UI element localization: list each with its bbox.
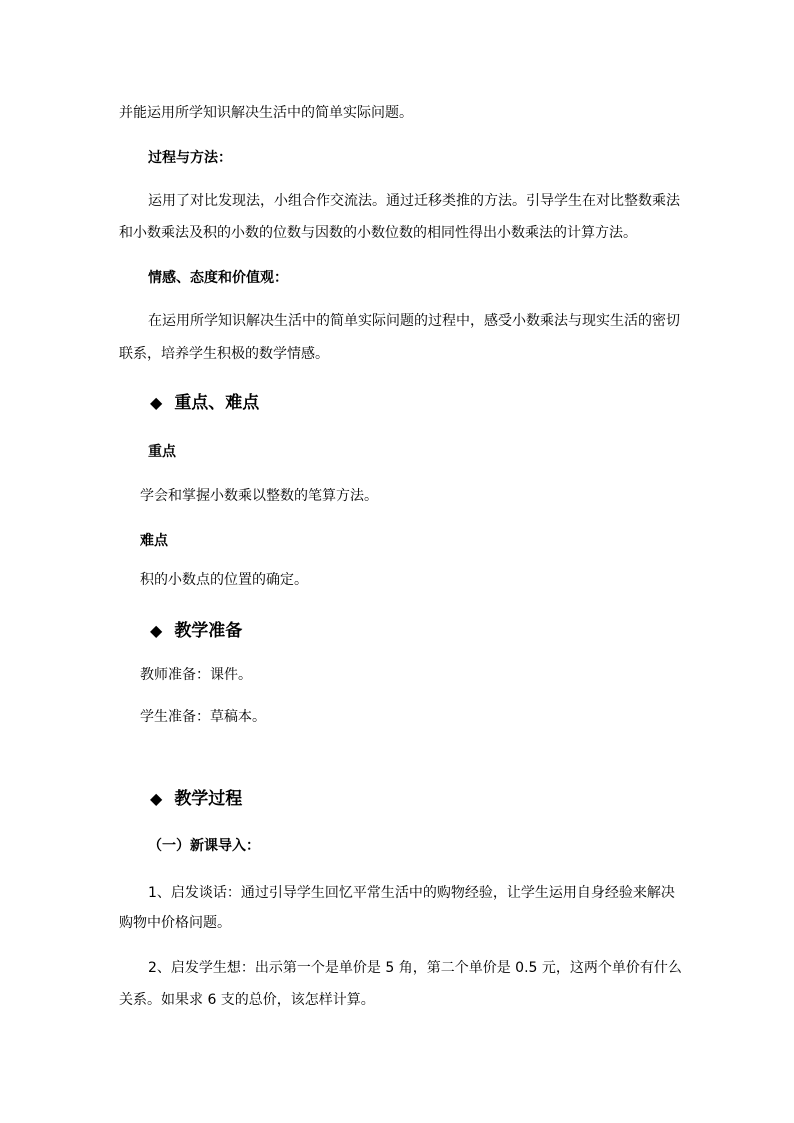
subheading-key-point: 重点 bbox=[148, 444, 176, 460]
paragraph-line: 1、启发谈话：通过引导学生回忆平常生活中的购物经验，让学生运用自身经验来解决 bbox=[148, 885, 675, 901]
paragraph-line: 学生准备：草稿本。 bbox=[140, 709, 266, 725]
heading-text: 重点、难点 bbox=[174, 393, 260, 413]
paragraph-line: 积的小数点的位置的确定。 bbox=[140, 572, 308, 588]
paragraph-line: 联系，培养学生积极的数学情感。 bbox=[119, 346, 329, 362]
paragraph-line: 并能运用所学知识解决生活中的简单实际问题。 bbox=[119, 105, 413, 121]
paragraph-line: 购物中价格问题。 bbox=[119, 915, 231, 931]
heading-key-difficult-points bbox=[150, 392, 259, 414]
paragraph-line: 在运用所学知识解决生活中的简单实际问题的过程中，感受小数乘法与现实生活的密切 bbox=[148, 313, 680, 329]
paragraph-line: 运用了对比发现法，小组合作交流法。通过迁移类推的方法。引导学生在对比整数乘法 bbox=[148, 193, 680, 209]
diamond-bullet-icon: ◆ bbox=[150, 789, 163, 808]
heading-teaching-preparation bbox=[150, 620, 242, 642]
heading-text: 教学过程 bbox=[174, 789, 243, 809]
diamond-bullet-icon: ◆ bbox=[150, 621, 163, 640]
paragraph-line: 和小数乘法及积的小数的位数与因数的小数位数的相同性得出小数乘法的计算方法。 bbox=[119, 225, 637, 241]
paragraph-line: 教师准备：课件。 bbox=[140, 667, 252, 683]
paragraph-line: 学会和掌握小数乘以整数的笔算方法。 bbox=[140, 488, 378, 504]
section-label-emotion-values: 情感、态度和价值观： bbox=[148, 270, 288, 286]
section-label-process-method: 过程与方法： bbox=[148, 150, 232, 166]
diamond-bullet-icon: ◆ bbox=[150, 393, 163, 412]
subheading-difficult-point: 难点 bbox=[140, 533, 168, 549]
heading-teaching-process bbox=[150, 788, 242, 810]
paragraph-line: 关系。如果求 6 支的总价，该怎样计算。 bbox=[119, 992, 375, 1008]
subheading-new-lesson-intro: （一）新课导入： bbox=[148, 838, 260, 854]
heading-text: 教学准备 bbox=[174, 621, 243, 641]
paragraph-line: 2、启发学生想：出示第一个是单价是 5 角，第二个单价是 0.5 元，这两个单价有什么 bbox=[148, 960, 682, 976]
